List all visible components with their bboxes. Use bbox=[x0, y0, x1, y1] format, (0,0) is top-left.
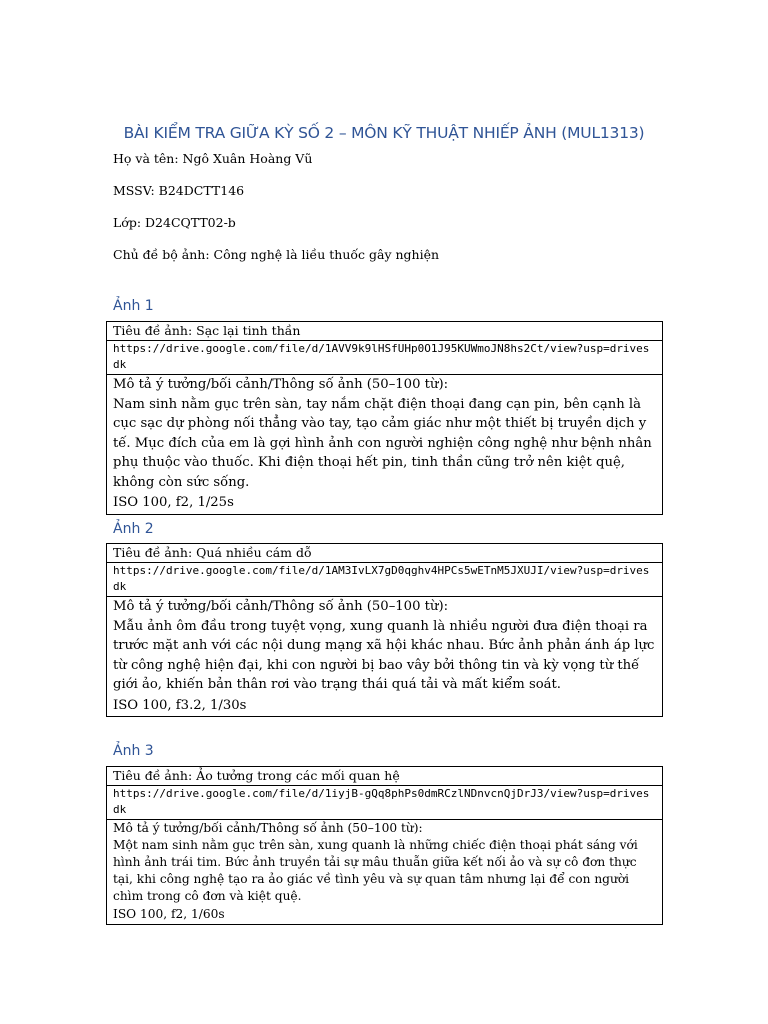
photo-2-table bbox=[106, 543, 663, 717]
document-title: BÀI KIỂM TRA GIỮA KỲ SỐ 2 – MÔN KỸ THUẬT NHIẾP ẢNH (MUL1313) bbox=[123, 124, 645, 142]
photo-2-link[interactable]: https://drive.google.com/file/d/1AM3IvLX7gD0qghv4HPCs5wETnM5JXUJI/view?usp=drivesdk bbox=[107, 563, 663, 597]
photo-3-description-cell bbox=[107, 820, 663, 925]
photo-3-title: Tiêu đề ảnh: Ảo tưởng trong các mối quan hệ bbox=[107, 767, 663, 786]
photo-1-title: Tiêu đề ảnh: Sạc lại tinh thần bbox=[107, 322, 663, 341]
student-id: MSSV: B24DCTT146 bbox=[113, 183, 245, 198]
photo-1-description-label: Mô tả ý tưởng/bối cảnh/Thông số ảnh (50–100 từ): bbox=[113, 377, 449, 392]
student-class: Lớp: D24CQTT02-b bbox=[113, 215, 236, 230]
photo-3-camera-settings: ISO 100, f2, 1/60s bbox=[113, 907, 225, 921]
photo-3-table bbox=[106, 766, 663, 925]
photo-3-link[interactable]: https://drive.google.com/file/d/1iyjB-gQq8phPs0dmRCzlNDnvcnQjDrJ3/view?usp=drivesdk bbox=[107, 786, 663, 820]
photo-2-description-cell bbox=[107, 597, 663, 717]
photo-set-theme: Chủ đề bộ ảnh: Công nghệ là liều thuốc gây nghiện bbox=[113, 247, 440, 262]
photo-1-heading: Ảnh 1 bbox=[113, 298, 154, 314]
photo-3-heading: Ảnh 3 bbox=[113, 743, 154, 759]
photo-1-table bbox=[106, 321, 663, 515]
photo-1-camera-settings: ISO 100, f2, 1/25s bbox=[113, 495, 234, 510]
photo-1-description: Nam sinh nằm gục trên sàn, tay nắm chặt điện thoại đang cạn pin, bên cạnh là cục sạc dự phòng nối thẳng vào tay, tạo cảm giác như một thiết bị truyền dịch y tế. Mục đích của em là gợi hình ảnh con người nghiện công nghệ như bệnh nhân phụ thuộc vào thuốc. Khi điện thoại hết pin, tinh thần cũng trở nên kiệt quệ, không còn sức sống. bbox=[113, 396, 652, 490]
photo-2-title: Tiêu đề ảnh: Quá nhiều cám dỗ bbox=[107, 544, 663, 563]
photo-2-description-label: Mô tả ý tưởng/bối cảnh/Thông số ảnh (50–100 từ): bbox=[113, 599, 449, 614]
photo-2-description: Mẫu ảnh ôm đầu trong tuyệt vọng, xung quanh là nhiều người đưa điện thoại ra trước mặt anh với các nội dung mạng xã hội khác nhau. Bức ảnh phản ánh áp lực từ công nghệ hiện đại, khi con người bị bao vây bởi thông tin và kỳ vọng từ thế giới ảo, khiến bản thân rơi vào trạng thái quá tải và mất kiểm soát. bbox=[113, 618, 655, 692]
photo-1-description-cell bbox=[107, 375, 663, 515]
photo-2-heading: Ảnh 2 bbox=[113, 521, 154, 537]
photo-3-description-label: Mô tả ý tưởng/bối cảnh/Thông số ảnh (50–100 từ): bbox=[113, 821, 423, 835]
photo-1-link[interactable]: https://drive.google.com/file/d/1AVV9k9lHSfUHp0O1J95KUWmoJN8hs2Ct/view?usp=drivesdk bbox=[107, 341, 663, 375]
photo-2-camera-settings: ISO 100, f3.2, 1/30s bbox=[113, 697, 247, 713]
student-name: Họ và tên: Ngô Xuân Hoàng Vũ bbox=[113, 151, 313, 166]
photo-3-description: Một nam sinh nằm gục trên sàn, xung quanh là những chiếc điện thoại phát sáng với hình ảnh trái tim. Bức ảnh truyền tải sự mâu thuẫn giữa kết nối ảo và sự cô đơn thực tại, khi công nghệ tạo ra ảo giác về tình yêu và sự quan tâm nhưng lại để con người chìm trong cô đơn và kiệt quệ. bbox=[113, 838, 638, 903]
